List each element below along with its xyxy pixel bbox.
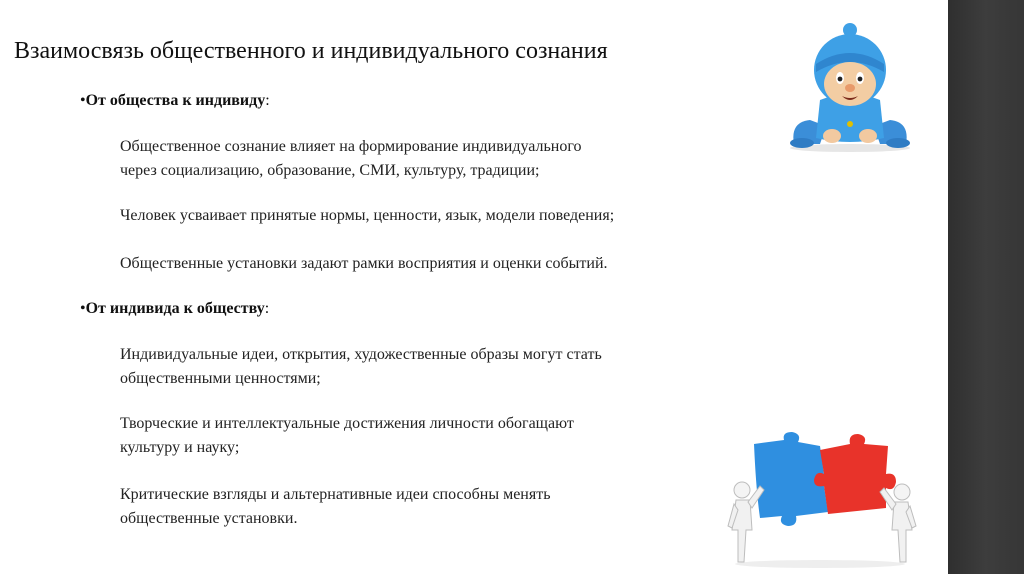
- section-heading-text: От индивида к обществу: [85, 300, 265, 317]
- list-item-line: Общественные установки задают рамки восприятия и оценки событий.: [120, 255, 608, 272]
- list-item: [120, 252, 760, 276]
- section-heading-individual-to-society: •От индивида к обществу:: [80, 300, 270, 317]
- section-heading-society-to-individual: •От общества к индивиду:: [80, 92, 270, 109]
- list-item-line: Критические взгляды и альтернативные идеи способны менять: [120, 486, 551, 503]
- list-item: [120, 483, 760, 531]
- list-item: [120, 343, 760, 391]
- list-item-line: общественными ценностями;: [120, 370, 321, 387]
- list-item-line: Человек усваивает принятые нормы, ценности, язык, модели поведения;: [120, 207, 615, 224]
- side-strip: [948, 0, 1024, 574]
- section-heading-text: От общества к индивиду: [85, 92, 266, 109]
- list-item-line: культуру и науку;: [120, 439, 240, 456]
- list-item: [120, 412, 760, 460]
- list-item: [120, 204, 760, 228]
- list-item-line: общественные установки.: [120, 510, 298, 527]
- list-item: [120, 135, 760, 183]
- cartoon-character-illustration: [780, 12, 920, 152]
- list-item-line: Творческие и интеллектуальные достижения личности обогащают: [120, 415, 574, 432]
- puzzle-people-illustration: [720, 430, 920, 570]
- slide-title: Взаимосвязь общественного и индивидуального сознания: [14, 38, 608, 64]
- list-item-line: Индивидуальные идеи, открытия, художественные образы могут стать: [120, 346, 602, 363]
- list-item-line: Общественное сознание влияет на формирование индивидуального: [120, 138, 582, 155]
- list-item-line: через социализацию, образование, СМИ, культуру, традиции;: [120, 162, 540, 179]
